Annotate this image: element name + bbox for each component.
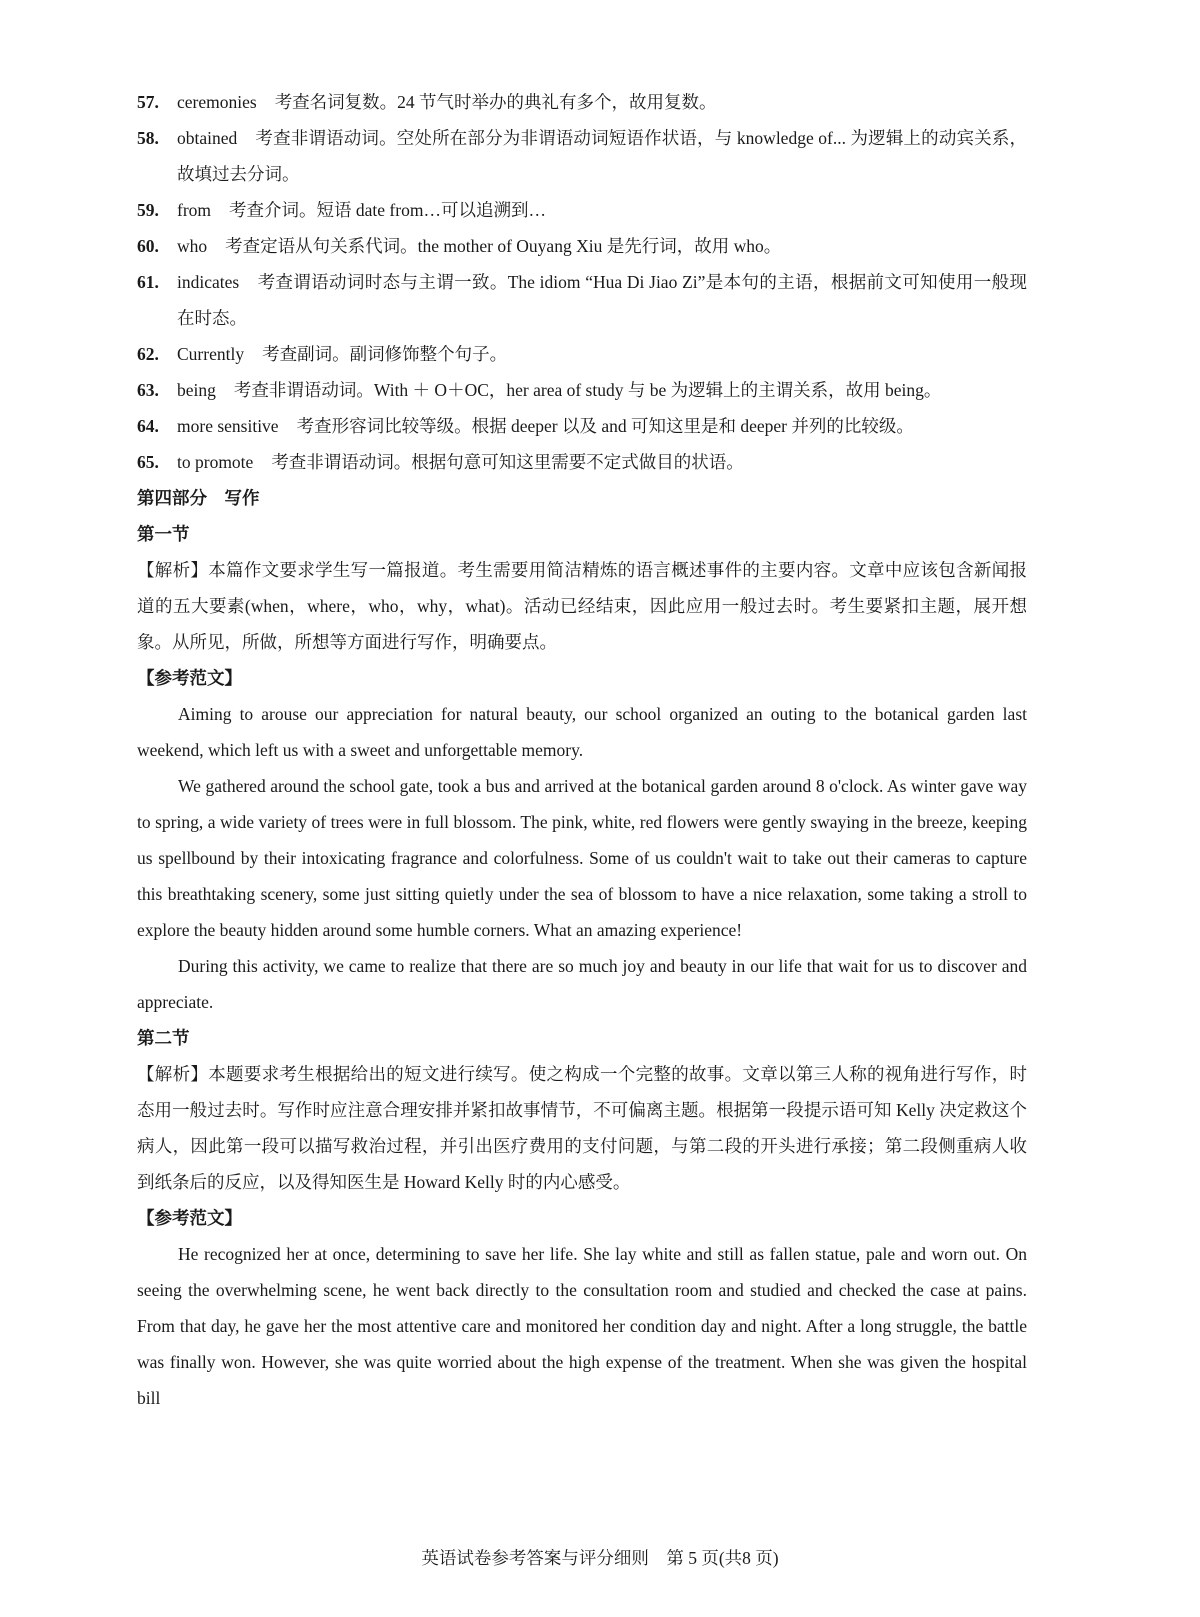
essay1-paragraph: We gathered around the school gate, took a bus and arrived at the botanical garden around 8 o'clock. As winter gave way to spring, a wide variety of trees were in full blossom. The pink, white, red flowers were gently swaying in the breeze, keeping us spellbound by their intoxicating fragrance and colorfulness. Some of us couldn't wait to take out their cameras to capture this breathtaking scenery, some just sitting quietly under the sea of blossom to have a nice relaxation, some taking a stroll to explore the beauty hidden around some humble corners. What an amazing experience! bbox=[137, 776, 1027, 940]
item-body bbox=[177, 444, 1027, 480]
item-answer: from bbox=[177, 200, 212, 220]
item-number: 63. bbox=[137, 380, 159, 400]
answer-item bbox=[137, 336, 1027, 372]
item-explanation: 考查名词复数。24 节气时举办的典礼有多个，故用复数。 bbox=[274, 92, 717, 112]
answer-list bbox=[137, 84, 1027, 480]
item-answer: Currently bbox=[177, 344, 245, 364]
answer-item bbox=[137, 444, 1027, 480]
item-explanation: 考查非谓语动词。空处所在部分为非谓语动词短语作状语，与 knowledge of... 为逻辑上的动宾关系，故填过去分词。 bbox=[177, 128, 1027, 184]
answer-item bbox=[137, 408, 1027, 444]
essay1-paragraph: During this activity, we came to realize that there are so much joy and beauty in our life that wait for us to discover and appreciate. bbox=[137, 956, 1027, 1012]
section2-analysis: 【解析】本题要求考生根据给出的短文进行续写。使之构成一个完整的故事。文章以第三人称的视角进行写作，时态用一般过去时。写作时应注意合理安排并紧扣故事情节，不可偏离主题。根据第一段提示语可知 Kelly 决定救这个病人，因此第一段可以描写救治过程，并引出医疗费用的支付问题，与第二段的开头进行承接；第二段侧重病人收到纸条后的反应，以及得知医生是 Howard Kelly 时的内心感受。 bbox=[137, 1064, 1028, 1192]
item-explanation: 考查定语从句关系代词。the mother of Ouyang Xiu 是先行词，故用 who。 bbox=[225, 236, 782, 256]
item-number: 64. bbox=[137, 416, 159, 436]
item-number: 58. bbox=[137, 128, 159, 148]
item-number: 65. bbox=[137, 452, 159, 472]
essay2-paragraph: He recognized her at once, determining to save her life. She lay white and still as fallen statue, pale and worn out. On seeing the overwhelming scene, he went back directly to the consultation room and studied and checked the case at pains. From that day, he gave her the most attentive care and monitored her condition day and night. After a long struggle, the battle was finally won. However, she was quite worried about the high expense of the treatment. When she was given the hospital bill bbox=[137, 1244, 1027, 1408]
item-body bbox=[177, 192, 1027, 228]
item-answer: ceremonies bbox=[177, 92, 257, 112]
essay1-paragraph: Aiming to arouse our appreciation for natural beauty, our school organized an outing to the botanical garden last weekend, which left us with a sweet and unforgettable memory. bbox=[137, 704, 1027, 760]
section1-sample-label: 【参考范文】 bbox=[137, 668, 242, 688]
document-page bbox=[137, 84, 1027, 1416]
section2-sample-label: 【参考范文】 bbox=[137, 1208, 242, 1228]
answer-item bbox=[137, 84, 1027, 120]
item-body bbox=[177, 372, 1027, 408]
item-body bbox=[177, 336, 1027, 372]
item-body bbox=[177, 120, 1027, 192]
page-footer: 英语试卷参考答案与评分细则 第 5 页(共8 页) bbox=[421, 1548, 779, 1568]
item-number: 62. bbox=[137, 344, 159, 364]
item-explanation: 考查非谓语动词。根据句意可知这里需要不定式做目的状语。 bbox=[271, 452, 744, 472]
section1-analysis: 【解析】本篇作文要求学生写一篇报道。考生需要用简洁精炼的语言概述事件的主要内容。文章中应该包含新闻报道的五大要素(when，where，who，why，what)。活动已经结束，因此应用一般过去时。考生要紧扣主题，展开想象。从所见，所做，所想等方面进行写作，明确要点。 bbox=[137, 560, 1028, 652]
item-explanation: 考查副词。副词修饰整个句子。 bbox=[262, 344, 508, 364]
answer-item bbox=[137, 372, 1027, 408]
item-answer: to promote bbox=[177, 452, 254, 472]
answer-item bbox=[137, 228, 1027, 264]
item-answer: obtained bbox=[177, 128, 238, 148]
answer-item bbox=[137, 264, 1027, 336]
item-body bbox=[177, 408, 1027, 444]
part-title: 第四部分 写作 bbox=[137, 488, 260, 508]
item-body bbox=[177, 228, 1027, 264]
answer-item bbox=[137, 192, 1027, 228]
item-number: 61. bbox=[137, 272, 159, 292]
item-answer: who bbox=[177, 236, 208, 256]
item-number: 59. bbox=[137, 200, 159, 220]
section2-title: 第二节 bbox=[137, 1028, 190, 1048]
answer-item bbox=[137, 120, 1027, 192]
item-answer: indicates bbox=[177, 272, 240, 292]
item-number: 57. bbox=[137, 92, 159, 112]
item-answer: being bbox=[177, 380, 216, 400]
item-explanation: 考查谓语动词时态与主谓一致。The idiom “Hua Di Jiao Zi”是本句的主语，根据前文可知使用一般现在时态。 bbox=[177, 272, 1027, 328]
item-explanation: 考查形容词比较等级。根据 deeper 以及 and 可知这里是和 deeper 并列的比较级。 bbox=[296, 416, 914, 436]
item-body bbox=[177, 84, 1027, 120]
item-explanation: 考查介词。短语 date from…可以追溯到… bbox=[229, 200, 546, 220]
item-explanation: 考查非谓语动词。With ＋ O＋OC，her area of study 与 be 为逻辑上的主谓关系，故用 being。 bbox=[233, 380, 942, 400]
item-answer: more sensitive bbox=[177, 416, 279, 436]
item-body bbox=[177, 264, 1027, 336]
section1-title: 第一节 bbox=[137, 524, 190, 544]
item-number: 60. bbox=[137, 236, 159, 256]
